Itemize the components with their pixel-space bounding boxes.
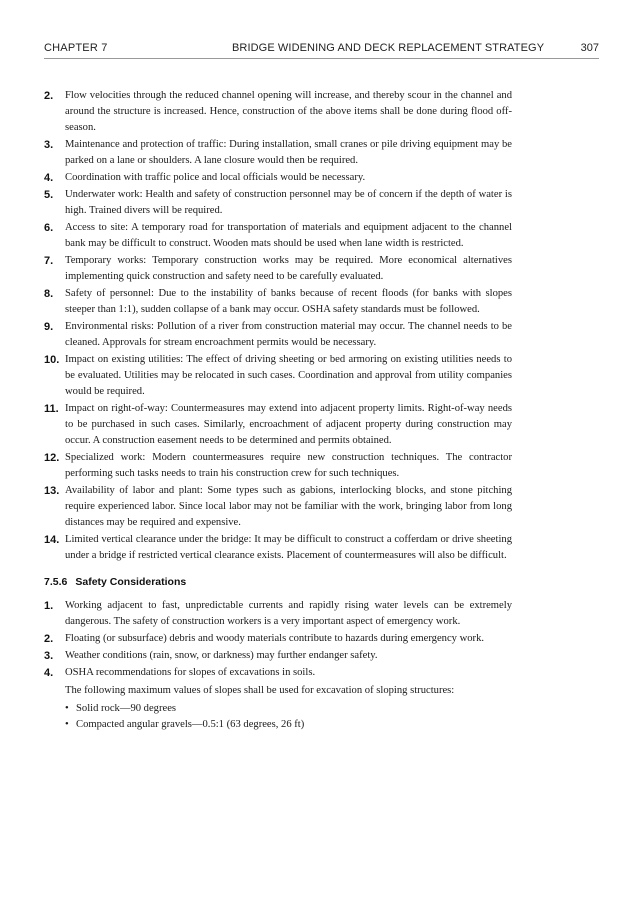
list-item: [44, 220, 512, 252]
list-item: [44, 665, 512, 681]
page-body: [44, 88, 512, 733]
item-number: 3.: [44, 139, 54, 151]
item-text: Impact on right-of-way: Countermeasures may extend into adjacent property limits. Right-of-way needs to be purchased in such cases. Similarly, encroachment of adjacent property during construction may occur. A construction easement needs to be determined and permits obtained.: [65, 403, 512, 446]
item-number: 1.: [44, 600, 54, 612]
item-text: Maintenance and protection of traffic: During installation, small cranes or pile driving equipment may be parked on a lane or shoulders. A lane closure would then be required.: [65, 139, 512, 166]
bullet-item: [65, 717, 512, 733]
bullet-mark: •: [65, 703, 69, 714]
list-item: [44, 450, 512, 482]
list-item: [44, 532, 512, 564]
section-heading: [44, 574, 512, 590]
list-item: [44, 598, 512, 630]
list-item: [44, 401, 512, 449]
bullet-item: [65, 701, 512, 717]
list-item: [44, 137, 512, 169]
item-text: Underwater work: Health and safety of construction personnel may be of concern if the depth of water is high. Trained divers will be required.: [65, 189, 512, 216]
chapter-label: CHAPTER 7: [44, 42, 108, 54]
list-item: [44, 170, 512, 186]
item-text: Impact on existing utilities: The effect of driving sheeting or bed armoring on existing utilities needs to be evaluated. Utilities may be relocated in such cases. Coordination and approval from utility companies would be required.: [65, 354, 512, 397]
running-title: BRIDGE WIDENING AND DECK REPLACEMENT STRATEGY: [232, 42, 545, 54]
item-text: Specialized work: Modern countermeasures require new construction techniques. The contractor performing such tasks needs to train his construction crew for such techniques.: [65, 452, 512, 479]
list-item: [44, 88, 512, 136]
item-text: Availability of labor and plant: Some types such as gabions, interlocking blocks, and stone pitching require experienced labor. Since local labor may not be familiar with the work, bringing labor from long distances may be required and expensive.: [65, 485, 512, 528]
item-number: 2.: [44, 90, 54, 102]
item-number: 12.: [44, 452, 60, 464]
list-item: [44, 352, 512, 400]
item-number: 6.: [44, 222, 54, 234]
item-text: Temporary works: Temporary construction works may be required. More economical alternatives implementing quick construction and safety need to be carefully evaluated.: [65, 255, 512, 282]
section-title: Safety Considerations: [75, 576, 187, 588]
item-text: Floating (or subsurface) debris and woody materials contribute to hazards during emergency work.: [65, 633, 485, 644]
item-number: 11.: [44, 403, 59, 415]
page-number: 307: [580, 42, 599, 54]
bullet-text: Compacted angular gravels—0.5:1 (63 degrees, 26 ft): [76, 719, 305, 730]
item-text: Access to site: A temporary road for transportation of materials and equipment adjacent to the channel bank may be difficult to construct. Wooden mats should be used when lane width is restricted.: [65, 222, 512, 249]
list-item: [44, 187, 512, 219]
item-text: Environmental risks: Pollution of a river from construction material may occur. The channel needs to be cleaned. Approvals for stream encroachment permits would be necessary.: [65, 321, 512, 348]
item-number: 9.: [44, 321, 54, 333]
item-number: 4.: [44, 667, 54, 679]
construction-issues-list: [44, 88, 512, 564]
item-number: 3.: [44, 650, 54, 662]
list-item: [44, 483, 512, 531]
bullet-mark: •: [65, 719, 69, 730]
body-paragraph: The following maximum values of slopes shall be used for excavation of sloping structures:: [65, 685, 455, 696]
item-number: 13.: [44, 485, 60, 497]
list-item: [44, 648, 512, 664]
item-number: 14.: [44, 534, 60, 546]
header-rule: [44, 58, 599, 59]
item-text: OSHA recommendations for slopes of excavations in soils.: [65, 667, 316, 678]
item-text: Flow velocities through the reduced channel opening will increase, and thereby scour in the channel and around the structure is increased. Hence, construction of the above items shall be done during flood off-season.: [65, 90, 512, 133]
list-item: [44, 286, 512, 318]
safety-list: [44, 598, 512, 681]
list-item: [44, 253, 512, 285]
item-text: Limited vertical clearance under the bridge: It may be difficult to construct a cofferdam or drive sheeting under a bridge if restricted vertical clearance exists. Placement of countermeasures will also be difficult.: [65, 534, 512, 561]
bullet-text: Solid rock—90 degrees: [76, 703, 177, 714]
item-text: Safety of personnel: Due to the instability of banks because of recent floods (for banks with slopes steeper than 1:1), sudden collapse of a bank may occur. OSHA safety standards must be followed.: [65, 288, 512, 315]
slope-bullets: [44, 701, 512, 733]
running-header: [44, 42, 599, 58]
item-number: 4.: [44, 172, 54, 184]
item-number: 5.: [44, 189, 54, 201]
item-number: 8.: [44, 288, 54, 300]
list-item: [44, 631, 512, 647]
item-number: 7.: [44, 255, 54, 267]
item-number: 2.: [44, 633, 54, 645]
section-number: 7.5.6: [44, 576, 68, 588]
list-item: [44, 319, 512, 351]
item-text: Working adjacent to fast, unpredictable currents and rapidly rising water levels can be extremely dangerous. The safety of construction workers is a very important aspect of emergency work.: [65, 600, 512, 627]
item-number: 10.: [44, 354, 60, 366]
item-text: Weather conditions (rain, snow, or darkness) may further endanger safety.: [65, 650, 378, 661]
item-text: Coordination with traffic police and local officials would be necessary.: [65, 172, 366, 183]
